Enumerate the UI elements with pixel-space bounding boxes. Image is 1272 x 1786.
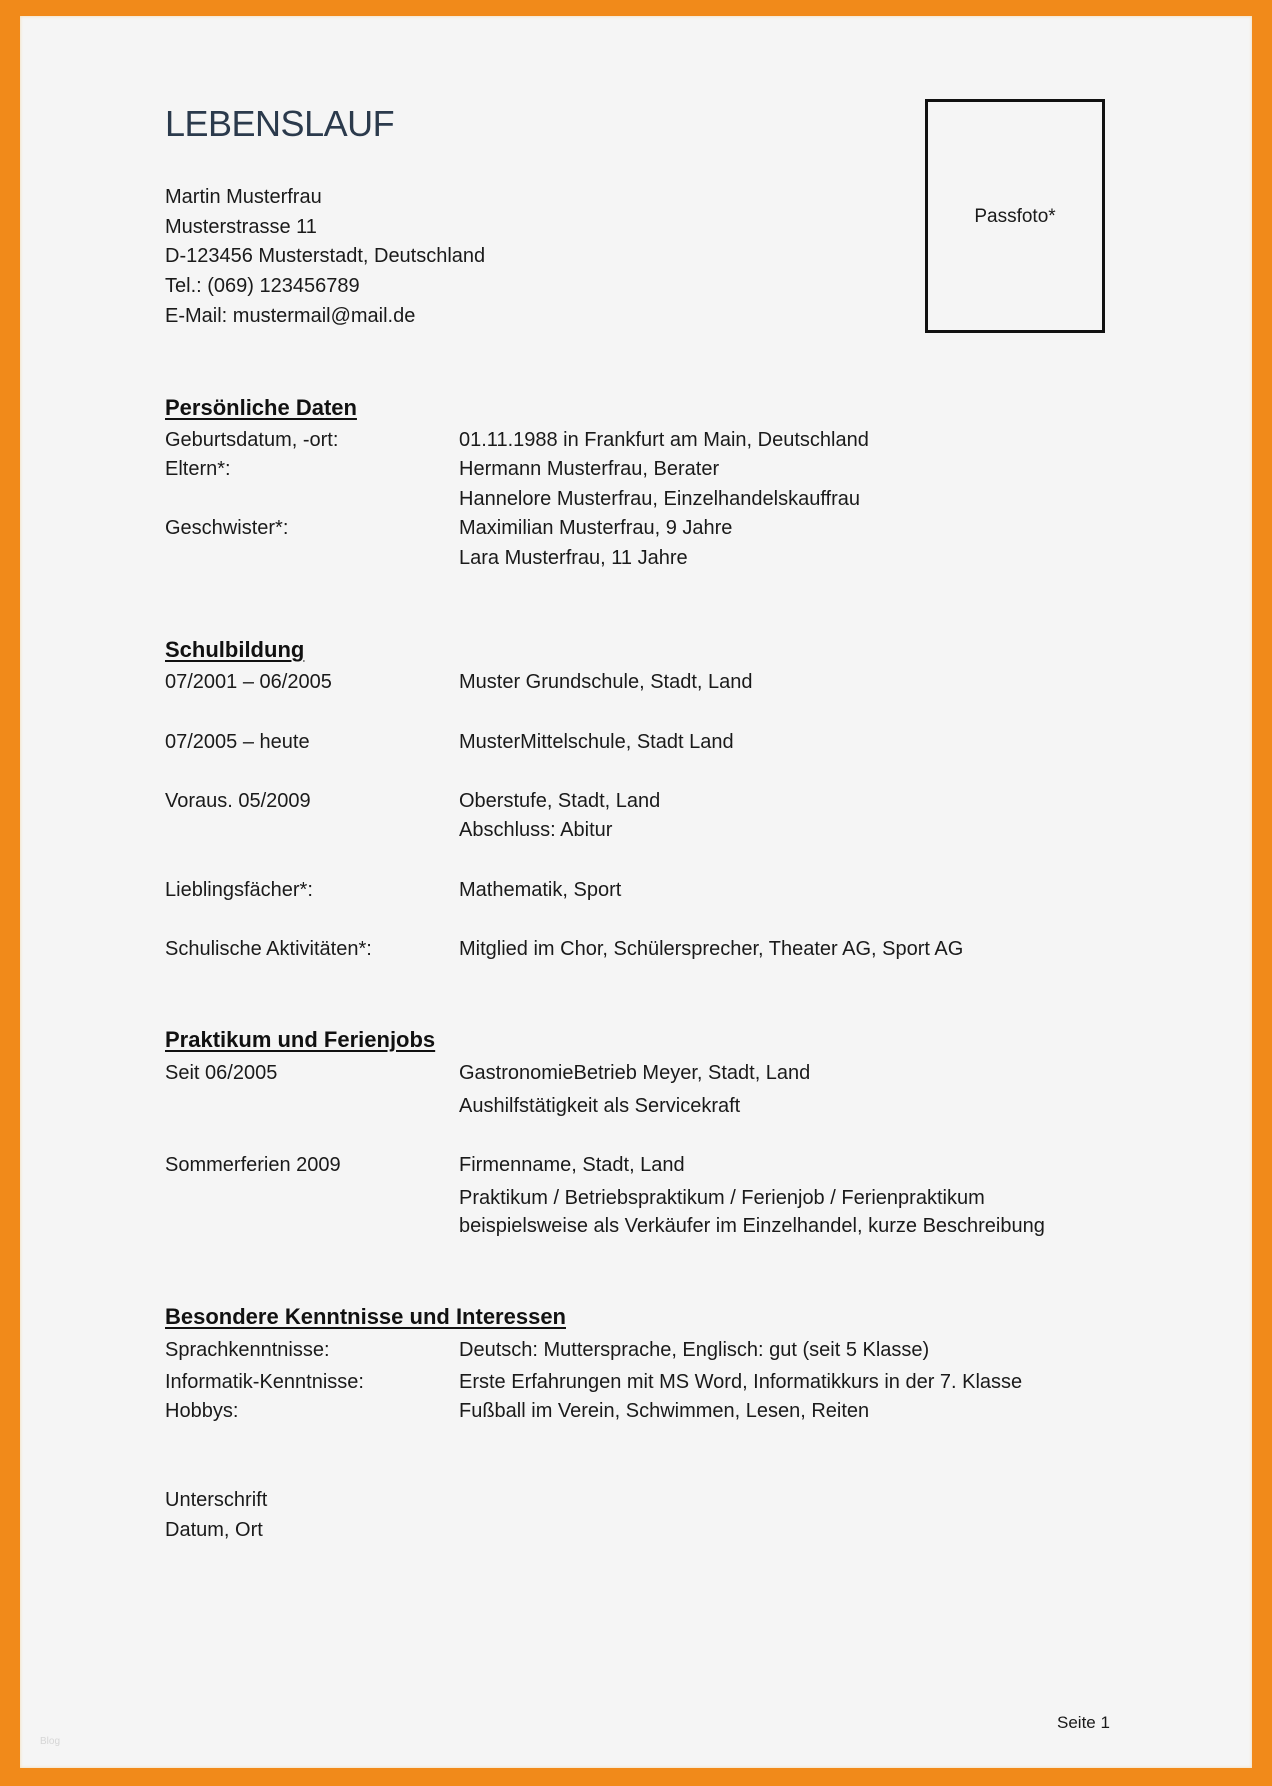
row-label: 07/2001 – 06/2005 <box>165 671 332 693</box>
date-place-label: Datum, Ort <box>165 1519 263 1541</box>
contact-street: Musterstrasse 11 <box>165 216 317 238</box>
row-value: Hannelore Musterfrau, Einzelhandelskauffrau <box>459 488 860 510</box>
row-value: Erste Erfahrungen mit MS Word, Informatikkurs in der 7. Klasse <box>459 1371 1023 1393</box>
row-label: Seit 06/2005 <box>165 1062 278 1084</box>
row-value: Firmenname, Stadt, Land <box>459 1154 685 1176</box>
row-label: Schulische Aktivitäten*: <box>165 938 372 960</box>
row-label: Sprachkenntnisse: <box>165 1339 330 1361</box>
passport-photo-placeholder <box>925 99 1105 333</box>
row-value: Lara Musterfrau, 11 Jahre <box>459 547 688 569</box>
row-label: Eltern*: <box>165 458 231 480</box>
row-value: MusterMittelschule, Stadt Land <box>459 731 734 753</box>
row-value: Hermann Musterfrau, Berater <box>459 458 720 480</box>
row-value: Maximilian Musterfrau, 9 Jahre <box>459 517 733 539</box>
row-label: Hobbys: <box>165 1400 239 1422</box>
row-value: Mathematik, Sport <box>459 879 622 901</box>
watermark: Blog <box>40 1736 61 1747</box>
row-label: Informatik-Kenntnisse: <box>165 1371 364 1393</box>
signature-label: Unterschrift <box>165 1489 268 1511</box>
row-value: Muster Grundschule, Stadt, Land <box>459 671 753 693</box>
row-value: 01.11.1988 in Frankfurt am Main, Deutschland <box>459 429 869 451</box>
row-label: 07/2005 – heute <box>165 731 310 753</box>
row-value: Aushilfstätigkeit als Servicekraft <box>459 1095 741 1117</box>
contact-name: Martin Musterfrau <box>165 186 322 208</box>
section-heading-personal: Persönliche Daten <box>165 395 357 420</box>
contact-email: E-Mail: mustermail@mail.de <box>165 305 416 327</box>
row-label: Geburtsdatum, -ort: <box>165 429 339 451</box>
page-number: Seite 1 <box>1057 1713 1110 1732</box>
contact-phone: Tel.: (069) 123456789 <box>165 275 360 297</box>
row-label: Geschwister*: <box>165 517 289 539</box>
row-value: Oberstufe, Stadt, Land <box>459 790 661 812</box>
row-value: Mitglied im Chor, Schülersprecher, Theater AG, Sport AG <box>459 938 964 960</box>
resume-page <box>20 16 1252 1768</box>
row-label: Lieblingsfächer*: <box>165 879 313 901</box>
document-title: LEBENSLAUF <box>165 103 395 144</box>
row-value: Fußball im Verein, Schwimmen, Lesen, Reiten <box>459 1400 870 1422</box>
section-heading-skills: Besondere Kenntnisse und Interessen <box>165 1304 566 1329</box>
section-heading-jobs: Praktikum und Ferienjobs <box>165 1027 436 1052</box>
row-value: Deutsch: Muttersprache, Englisch: gut (seit 5 Klasse) <box>459 1339 930 1361</box>
row-value: GastronomieBetrieb Meyer, Stadt, Land <box>459 1062 811 1084</box>
row-value: Praktikum / Betriebspraktikum / Ferienjob / Ferienpraktikum <box>459 1187 985 1209</box>
contact-city: D-123456 Musterstadt, Deutschland <box>165 245 486 267</box>
row-value: Abschluss: Abitur <box>459 819 613 841</box>
row-value: beispielsweise als Verkäufer im Einzelhandel, kurze Beschreibung <box>459 1215 1045 1237</box>
row-label: Voraus. 05/2009 <box>165 790 311 812</box>
photo-label: Passfoto* <box>974 206 1056 227</box>
section-heading-school: Schulbildung <box>165 637 305 662</box>
row-label: Sommerferien 2009 <box>165 1154 341 1176</box>
